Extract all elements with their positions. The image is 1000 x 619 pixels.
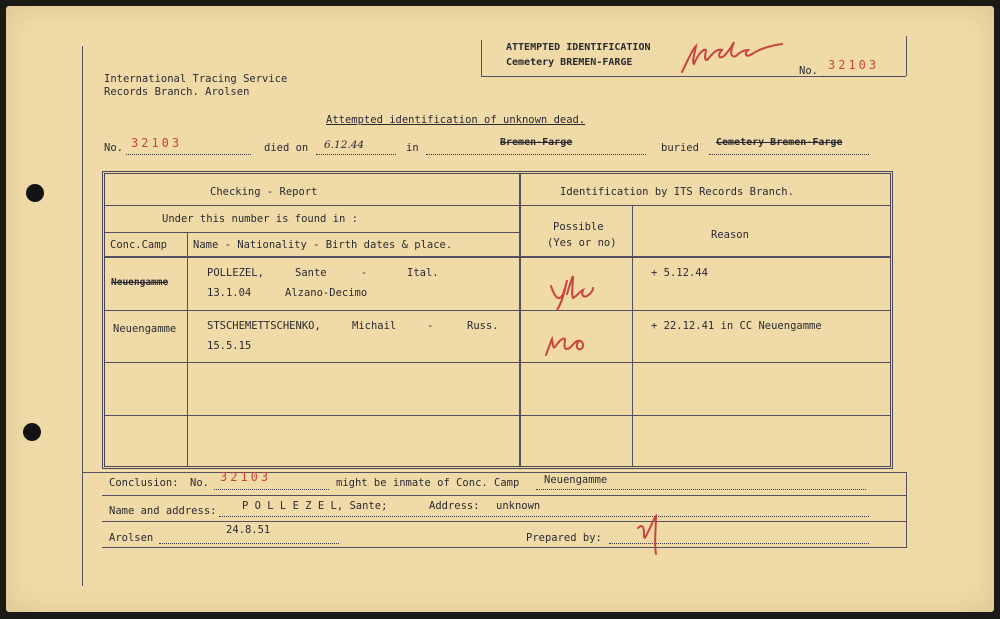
row-line-subheader bbox=[105, 232, 520, 233]
margin-line bbox=[82, 46, 83, 586]
col-divider-camp bbox=[187, 232, 188, 466]
form-title: Attempted identification of unknown dead. bbox=[326, 114, 586, 126]
row2-possible-handwritten bbox=[543, 329, 593, 359]
row2-dash: - bbox=[427, 320, 434, 332]
sub-header: Under this number is found in : bbox=[162, 213, 358, 225]
header-no-dots bbox=[822, 76, 904, 77]
row-line-2 bbox=[105, 362, 890, 363]
in-label: in bbox=[406, 142, 419, 154]
row1-reason: + 5.12.44 bbox=[651, 267, 708, 279]
col-divider-reason bbox=[632, 205, 633, 466]
conclusion-no-dots bbox=[214, 489, 329, 490]
buried-label: buried bbox=[661, 142, 699, 154]
name-address-label: Name and address: bbox=[109, 505, 217, 517]
form-no-dots bbox=[126, 154, 251, 155]
conclusion-inmate-text: might be inmate of Conc. Camp bbox=[336, 477, 520, 489]
name-value: P O L L E Z E L, Sante; bbox=[242, 500, 388, 512]
bottom-box-right bbox=[906, 472, 907, 548]
row1-birthplace: Alzano-Decimo bbox=[285, 287, 368, 299]
punch-hole-top bbox=[26, 184, 44, 202]
row1-nationality: Ital. bbox=[407, 267, 439, 279]
conclusion-no-label: No. bbox=[190, 477, 209, 489]
footer-bottom-line bbox=[102, 547, 906, 548]
in-value: Bremen-Farge bbox=[500, 137, 573, 148]
stamp-line2: Cemetery BREMEN-FARGE bbox=[506, 57, 633, 68]
row2-nationality: Russ. bbox=[467, 320, 499, 332]
row2-camp: Neuengamme bbox=[113, 323, 177, 335]
header-no-value: 32103 bbox=[828, 58, 880, 72]
punch-hole-bottom bbox=[23, 423, 41, 441]
died-on-label: died on bbox=[264, 142, 309, 154]
conclusion-label: Conclusion: bbox=[109, 477, 179, 489]
conclusion-top-line bbox=[82, 472, 906, 473]
form-no-label: No. bbox=[104, 142, 123, 154]
place-label: Arolsen bbox=[109, 532, 154, 544]
form-no-value: 32103 bbox=[131, 136, 183, 150]
buried-value: Cemetery Bremen-Farge bbox=[716, 137, 843, 148]
row2-reason: + 22.12.41 in CC Neuengamme bbox=[651, 320, 822, 332]
footer-top-line bbox=[102, 521, 906, 522]
checking-table bbox=[102, 171, 893, 469]
stamp-box-left bbox=[481, 40, 482, 76]
conclusion-camp-value: Neuengamme bbox=[544, 474, 608, 486]
address-value: unknown bbox=[496, 500, 541, 512]
org-line1: International Tracing Service bbox=[104, 73, 288, 85]
col-possible-header-1: Possible bbox=[553, 221, 604, 233]
row2-birthdate: 15.5.15 bbox=[207, 340, 252, 352]
row-line-1 bbox=[105, 310, 890, 311]
handwritten-note bbox=[678, 36, 788, 76]
stamp-box-right bbox=[906, 36, 907, 76]
died-on-value: 6.12.44 bbox=[324, 139, 365, 151]
col-divider-main bbox=[519, 174, 521, 466]
col-camp-header: Conc.Camp bbox=[110, 239, 167, 251]
col-reason-header: Reason bbox=[711, 229, 749, 241]
stamp-line1: ATTEMPTED IDENTIFICATION bbox=[506, 42, 651, 53]
address-label: Address: bbox=[429, 500, 480, 512]
record-card bbox=[6, 6, 994, 612]
in-dots bbox=[426, 154, 646, 155]
row1-surname: POLLEZEL, bbox=[207, 267, 264, 279]
died-on-dots bbox=[316, 154, 396, 155]
row1-firstname: Sante bbox=[295, 267, 327, 279]
conclusion-no-value: 32103 bbox=[220, 470, 272, 484]
header-no-label: No. bbox=[799, 65, 818, 77]
row2-surname: STSCHEMETTSCHENKO, bbox=[207, 320, 321, 332]
date-dots bbox=[159, 543, 339, 544]
prepared-label: Prepared by: bbox=[526, 532, 602, 544]
col-name-header: Name - Nationality - Birth dates & place. bbox=[193, 239, 453, 251]
prepared-signature bbox=[634, 514, 664, 556]
org-line2: Records Branch. Arolsen bbox=[104, 86, 250, 98]
row-line-columns bbox=[105, 256, 890, 258]
row2-firstname: Michail bbox=[352, 320, 397, 332]
row1-possible-handwritten bbox=[547, 272, 597, 312]
row1-camp: Neuengamme bbox=[111, 277, 169, 288]
left-header: Checking - Report bbox=[210, 186, 318, 198]
row-line-header bbox=[105, 205, 890, 206]
right-header: Identification by ITS Records Branch. bbox=[560, 186, 794, 198]
conclusion-camp-dots bbox=[536, 489, 866, 490]
name-address-top-line bbox=[102, 495, 906, 496]
col-possible-header-2: (Yes or no) bbox=[547, 237, 617, 249]
row1-dash: - bbox=[361, 267, 368, 279]
row1-birthdate: 13.1.04 bbox=[207, 287, 252, 299]
date-value: 24.8.51 bbox=[226, 524, 271, 536]
name-address-dots bbox=[219, 516, 869, 517]
buried-dots bbox=[709, 154, 869, 155]
row-line-3 bbox=[105, 415, 890, 416]
